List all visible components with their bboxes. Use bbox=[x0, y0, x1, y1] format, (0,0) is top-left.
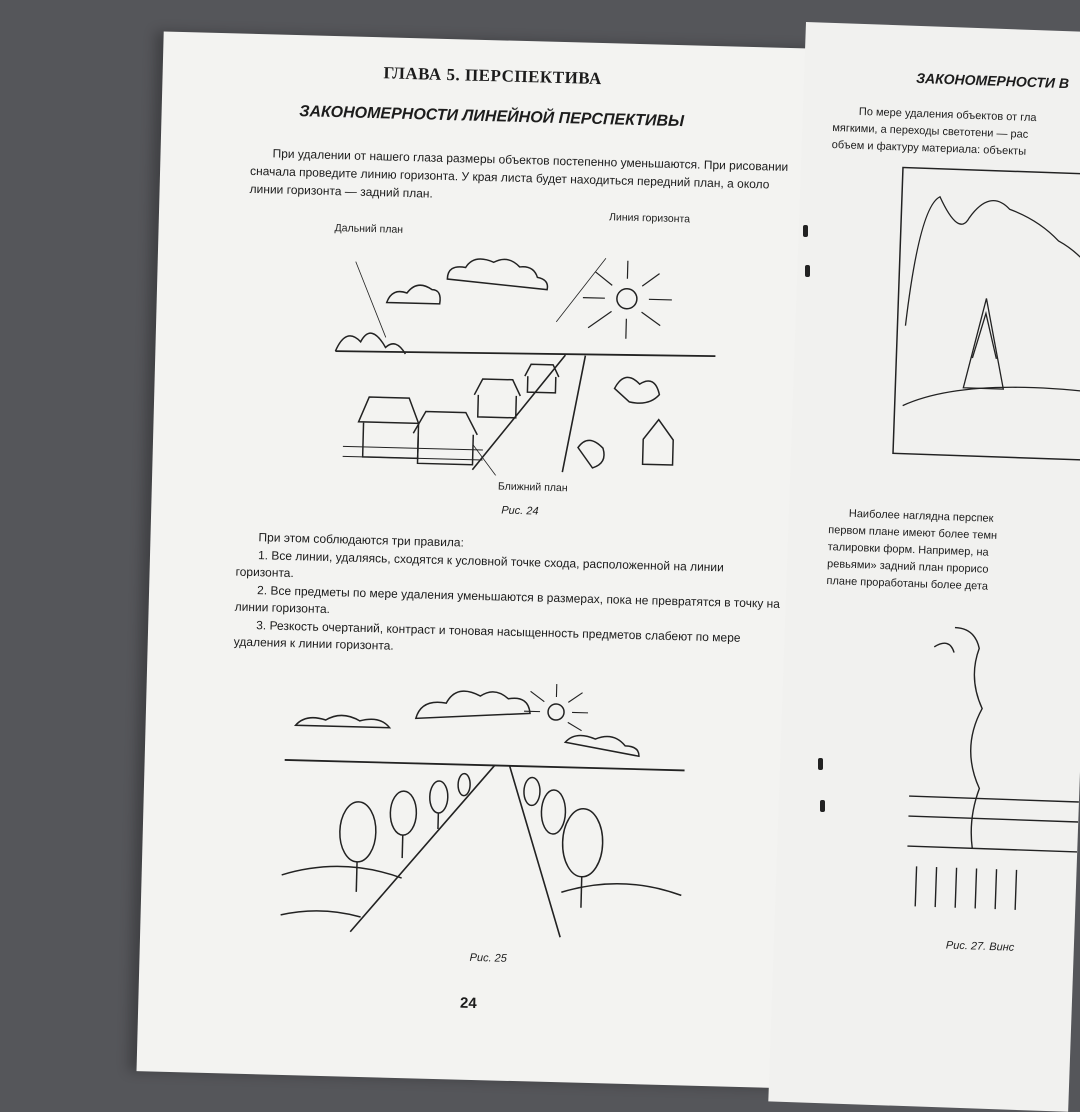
label-near-plan: Ближний план bbox=[498, 480, 568, 494]
rule-3: 3. Резкость очертаний, контраст и тоновая насыщенность предметов слабеют по мере удаления к линии горизонта. bbox=[234, 616, 783, 665]
right-text-line-7: ревьями» задний план прорисо bbox=[827, 556, 989, 579]
figure-25-road-illustration bbox=[260, 674, 707, 945]
right-text-line-5: первом плане имеют более темн bbox=[828, 522, 997, 545]
right-text-line-2: мягкими, а переходы светотени — рас bbox=[832, 120, 1029, 144]
label-horizon-line: Линия горизонта bbox=[609, 211, 690, 225]
rules-intro: При этом соблюдаются три правила: bbox=[236, 529, 784, 561]
intro-paragraph: При удалении от нашего глаза размеры объектов постепенно уменьшаются. При рисовании сначала проведите линию горизонта. У края листа будет находиться передний план, а около линии горизонта — задний план. bbox=[249, 144, 790, 212]
chapter-title: ГЛАВА 5. ПЕРСПЕКТИВА bbox=[163, 58, 823, 95]
rule-2: 2. Все предметы по мере удаления уменьшаются в размерах, пока не превратятся в точку на линии горизонта. bbox=[234, 581, 783, 630]
right-page bbox=[768, 22, 1080, 1112]
right-text-line-3: объем и фактуру материала: объекты bbox=[831, 137, 1026, 161]
binding-staple-lower bbox=[818, 758, 823, 770]
label-far-plan: Дальний план bbox=[334, 222, 403, 236]
right-figure-caption: Рис. 27. Винс bbox=[946, 939, 1015, 953]
right-section-title: ЗАКОНОМЕРНОСТИ В bbox=[916, 70, 1069, 91]
figure-27-tree-illustration bbox=[905, 616, 1080, 922]
binding-staple-bottom bbox=[820, 800, 825, 812]
figure-26-forest-illustration bbox=[891, 165, 1080, 462]
right-text-line-8: плане проработаны более дета bbox=[826, 573, 988, 596]
left-page bbox=[137, 32, 824, 1089]
binding-staple-top bbox=[803, 225, 808, 237]
right-text-line-4: Наиболее наглядна перспек bbox=[849, 506, 994, 528]
right-text-line-6: талировки форм. Например, на bbox=[827, 539, 989, 562]
figure-25-caption: Рис. 25 bbox=[469, 952, 507, 965]
section-title: ЗАКОНОМЕРНОСТИ ЛИНЕЙНОЙ ПЕРСПЕКТИВЫ bbox=[161, 100, 821, 135]
binding-staple-upper bbox=[805, 265, 810, 277]
page-number: 24 bbox=[138, 986, 798, 1020]
right-text-line-1: По мере удаления объектов от гла bbox=[859, 104, 1037, 127]
figure-24-village-illustration bbox=[322, 231, 728, 481]
figure-24-caption: Рис. 24 bbox=[501, 505, 539, 518]
rule-1: 1. Все линии, удаляясь, сходятся к условной точке схода, расположенной на линии горизонта. bbox=[235, 546, 784, 595]
rules-block bbox=[234, 529, 785, 666]
